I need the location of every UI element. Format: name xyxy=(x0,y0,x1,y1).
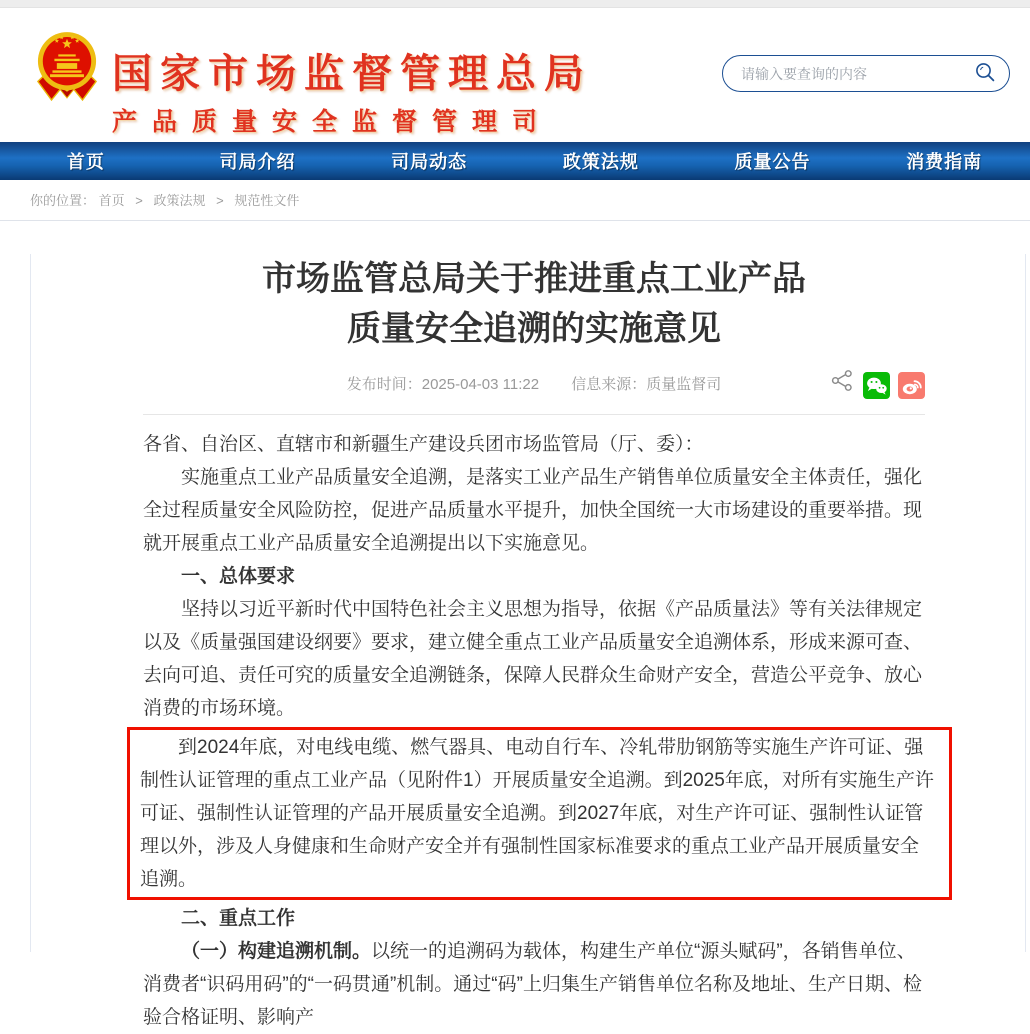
intro-paragraph: 实施重点工业产品质量安全追溯，是落实工业产品生产销售单位质量安全主体责任，强化全过程质量安全风险防控，促进产品质量水平提升，加快全国统一大市场建设的重要举措。现就开展重点工业产品质量安全追溯提出以下实施意见。 xyxy=(143,467,923,554)
info-source-value: 质量监督司 xyxy=(646,376,722,393)
nav-item-consumer-guide[interactable]: 消费指南 xyxy=(906,152,983,172)
breadcrumb-separator: > xyxy=(216,193,224,208)
org-title: 国家市场监督管理总局 xyxy=(112,52,592,96)
info-source xyxy=(571,376,721,393)
article-title-line1: 市场监管总局关于推进重点工业产品 xyxy=(262,260,806,298)
search-input[interactable] xyxy=(741,66,973,82)
share-group xyxy=(830,371,925,399)
share-nodes-icon[interactable] xyxy=(830,368,855,403)
weibo-icon[interactable] xyxy=(898,372,925,399)
site-header xyxy=(0,8,1030,142)
item1-text: 以统一的追溯码为载体，构建生产单位“源头赋码”，各销售单位、消费者“识码用码”的“一码贯通”机制。通过“码”上归集生产销售单位名称及地址、生产日期、检验合格证明、影响产 xyxy=(143,941,922,1028)
breadcrumb-separator: > xyxy=(135,193,143,208)
title-divider xyxy=(143,414,925,415)
highlighted-paragraph: 到2024年底，对电线电缆、燃气器具、电动自行车、冷轧带肋钢筋等实施生产许可证、强制性认证管理的重点工业产品（见附件1）开展质量安全追溯。到2025年底，对所有实施生产许可证、强制性认证管理的产品开展质量安全追溯。到2027年底，对生产许可证、强制性认证管理以外，涉及人身健康和生命财产安全并有强制性国家标准要求的重点工业产品开展质量安全追溯。 xyxy=(140,737,934,890)
item1-paragraph xyxy=(143,935,925,1034)
article-body xyxy=(140,428,934,1034)
section2-heading: 二、重点工作 xyxy=(181,908,296,929)
content-box xyxy=(30,254,1026,1028)
main-nav xyxy=(0,142,1030,180)
salutation-paragraph: 各省、自治区、直辖市和新疆生产建设兵团市场监管局（厅、委）： xyxy=(143,434,704,455)
item1-lead: （一）构建追溯机制。 xyxy=(181,941,372,962)
nav-item-policies[interactable]: 政策法规 xyxy=(562,152,639,172)
info-source-label: 信息来源： xyxy=(571,376,647,393)
nav-item-about[interactable]: 司局介绍 xyxy=(219,152,296,172)
search-icon xyxy=(974,61,996,86)
national-emblem-icon xyxy=(36,30,98,107)
nav-item-news[interactable]: 司局动态 xyxy=(391,152,468,172)
article-title xyxy=(143,254,925,354)
top-strip xyxy=(0,0,1030,8)
wechat-icon[interactable] xyxy=(863,372,890,399)
publish-time-label: 发布时间： xyxy=(346,376,422,393)
publish-time xyxy=(347,376,539,393)
breadcrumb-current: 规范性文件 xyxy=(234,193,300,208)
search-button[interactable] xyxy=(973,62,997,86)
nav-item-quality-notice[interactable]: 质量公告 xyxy=(734,152,811,172)
article-meta xyxy=(143,371,925,399)
highlighted-box xyxy=(127,727,952,900)
breadcrumb-policies[interactable]: 政策法规 xyxy=(153,193,206,208)
section1-paragraph: 坚持以习近平新时代中国特色社会主义思想为指导，依据《产品质量法》等有关法律规定以及《质量强国建设纲要》要求，建立健全重点工业产品质量安全追溯体系，形成来源可查、去向可追、责任可究的质量安全追溯链条，保障人民群众生命财产安全，营造公平竞争、放心消费的市场环境。 xyxy=(143,599,923,719)
breadcrumb-home[interactable]: 首页 xyxy=(98,193,125,208)
site-brand xyxy=(112,42,592,138)
section1-heading: 一、总体要求 xyxy=(181,566,296,587)
dept-title: 产品质量安全监督管理司 xyxy=(112,108,553,136)
nav-item-home[interactable]: 首页 xyxy=(66,152,105,172)
publish-time-value: 2025-04-03 11:22 xyxy=(421,376,540,393)
breadcrumb xyxy=(0,180,1030,221)
breadcrumb-label: 你的位置： xyxy=(30,193,96,208)
article-title-line2: 质量安全追溯的实施意见 xyxy=(347,310,721,348)
search-box[interactable] xyxy=(722,55,1010,92)
